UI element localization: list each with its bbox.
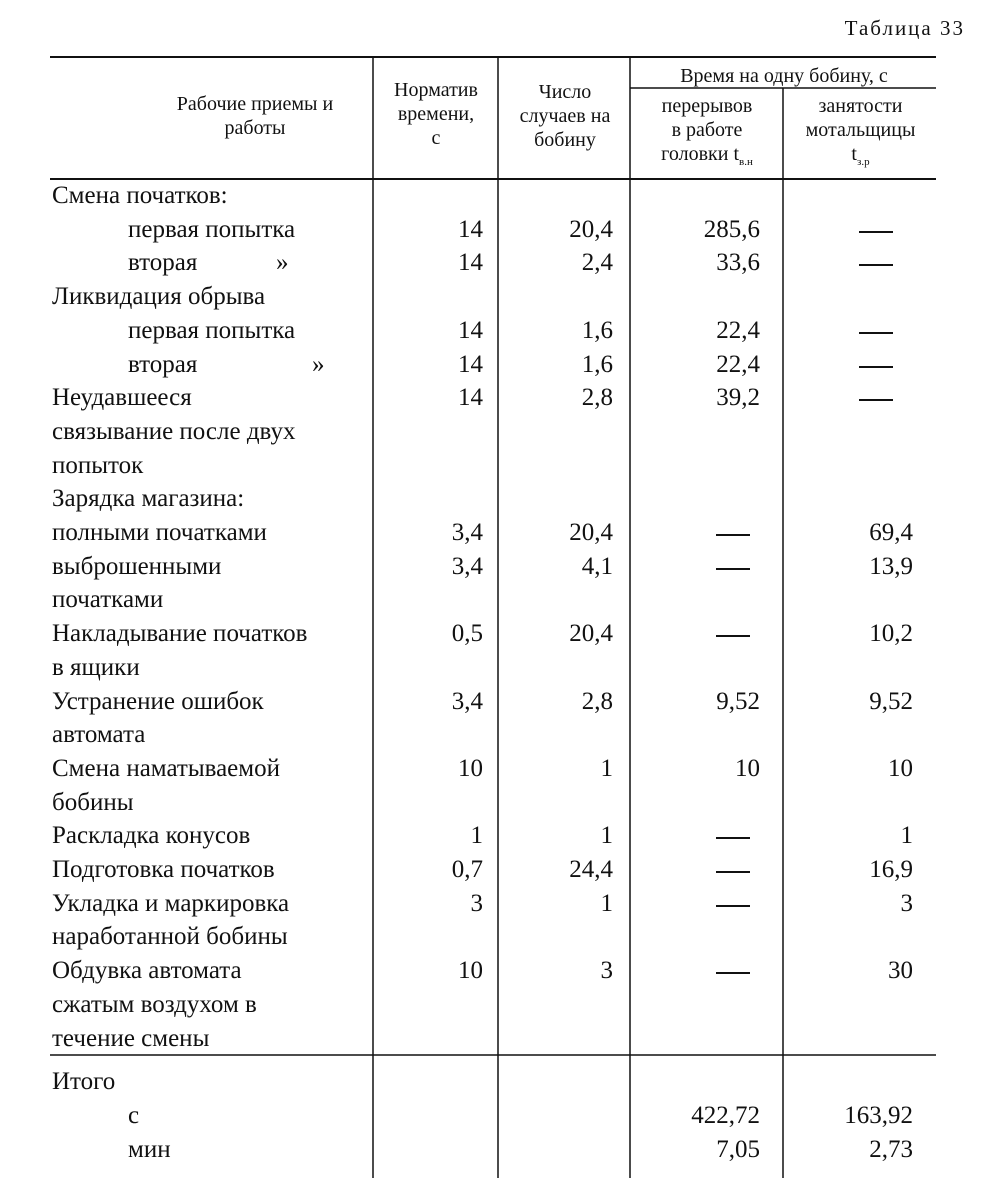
row-label: сжатым воздухом в [52,991,257,1018]
cell-cases: 24,4 [569,856,613,883]
cell-winder-busy: 1 [900,822,913,849]
cell-winder-busy: 10 [888,755,913,782]
totals-sec-breaks: 422,72 [691,1102,760,1129]
cell-time-norm: 0,7 [451,856,483,883]
totals-sec-label: с [128,1102,140,1129]
cell-time-norm: 3,4 [451,688,483,715]
row-label: первая попытка [128,216,296,243]
row-label: Устранение ошибок [52,688,264,715]
row-label: попыток [52,452,144,479]
cell-time-norm: 0,5 [451,620,483,647]
row-label: полными початками [52,519,267,546]
cell-cases: 2,8 [581,384,613,411]
cell-time-norm: 3 [470,890,483,917]
row-label: связывание после двух [52,418,296,445]
cell-time-norm: 14 [458,317,483,344]
cell-time-norm: 3,4 [451,519,483,546]
row-label: автомата [52,721,146,748]
row-label: Ликвидация обрыва [52,283,266,310]
cell-winder-busy: 30 [888,957,913,984]
row-label: течение смены [52,1025,210,1052]
cell-winder-busy: 69,4 [869,519,913,546]
row-label: выброшенными [52,553,222,580]
cell-head-breaks-dash [716,635,750,637]
cell-time-norm: 1 [470,822,483,849]
cell-head-breaks: 22,4 [716,351,760,378]
cell-cases: 2,8 [581,688,613,715]
header-time-norm: Норматив времени, с [394,79,478,149]
cell-time-norm: 14 [458,249,483,276]
cell-time-norm: 14 [458,216,483,243]
row-label: Зарядка магазина: [52,485,245,512]
cell-head-breaks: 39,2 [716,384,760,411]
cell-cases: 1 [600,890,613,917]
header-head-breaks [632,94,782,169]
header-winder-busy-subscript: з.р [856,156,870,168]
cell-head-breaks-dash [716,871,750,873]
row-label: первая попытка [128,317,296,344]
row-label: Смена початков: [52,182,228,209]
cell-cases: 1 [600,755,613,782]
cell-cases: 1,6 [581,317,613,344]
row-ditto-mark: » [276,249,289,276]
cell-cases: 4,1 [581,553,613,580]
cell-winder-busy-dash [859,231,893,233]
row-label: початками [52,586,164,613]
totals-min-label: мин [128,1136,171,1163]
cell-head-breaks: 22,4 [716,317,760,344]
row-label: вторая [128,249,198,276]
cell-winder-busy: 10,2 [869,620,913,647]
header-winder-busy-text: занятости мотальщицы t [805,95,916,165]
row-label: Раскладка конусов [52,822,251,849]
header-cases-per-bobbin: Число случаев на бобину [519,81,611,151]
totals-label: Итого [52,1068,116,1095]
cell-head-breaks-dash [716,972,750,974]
row-label: Накладывание початков [52,620,308,647]
header-time-per-bobbin: Время на одну бобину, с [680,65,888,87]
totals-sec-busy: 163,92 [844,1102,913,1129]
row-label: наработанной бобины [52,923,288,950]
cell-head-breaks: 285,6 [703,216,760,243]
header-operations: Рабочие приемы и работы [176,93,334,139]
totals-min-breaks: 7,05 [716,1136,760,1163]
cell-cases: 1 [600,822,613,849]
cell-head-breaks-dash [716,534,750,536]
header-winder-busy [785,94,936,169]
cell-cases: 20,4 [569,216,613,243]
row-label: Укладка и маркировка [52,890,290,917]
totals-min-busy: 2,73 [869,1136,913,1163]
row-label: Неудавшееся [52,384,192,411]
row-label: вторая [128,351,198,378]
cell-head-breaks: 9,52 [716,688,760,715]
cell-time-norm: 14 [458,384,483,411]
cell-head-breaks-dash [716,837,750,839]
cell-winder-busy: 13,9 [869,553,913,580]
cell-winder-busy: 16,9 [869,856,913,883]
table-caption: Таблица 33 [844,16,965,40]
cell-winder-busy-dash [859,366,893,368]
cell-cases: 20,4 [569,519,613,546]
cell-cases: 20,4 [569,620,613,647]
cell-cases: 1,6 [581,351,613,378]
cell-time-norm: 3,4 [451,553,483,580]
cell-head-breaks: 10 [735,755,760,782]
row-label: бобины [52,789,134,816]
cell-head-breaks-dash [716,568,750,570]
header-head-breaks-subscript: в.н [739,156,753,168]
cell-cases: 3 [600,957,613,984]
row-ditto-mark: » [312,351,325,378]
cell-winder-busy: 9,52 [869,688,913,715]
cell-time-norm: 10 [458,957,483,984]
cell-winder-busy-dash [859,264,893,266]
cell-winder-busy-dash [859,332,893,334]
cell-time-norm: 10 [458,755,483,782]
row-label: Обдувка автомата [52,957,242,984]
cell-winder-busy: 3 [900,890,913,917]
row-label: Смена наматываемой [52,755,280,782]
header-head-breaks-text: перерывов в работе головки t [661,95,753,165]
cell-head-breaks-dash [716,905,750,907]
cell-time-norm: 14 [458,351,483,378]
row-label: Подготовка початков [52,856,275,883]
cell-head-breaks: 33,6 [716,249,760,276]
row-label: в ящики [52,654,140,681]
cell-cases: 2,4 [581,249,613,276]
cell-winder-busy-dash [859,399,893,401]
